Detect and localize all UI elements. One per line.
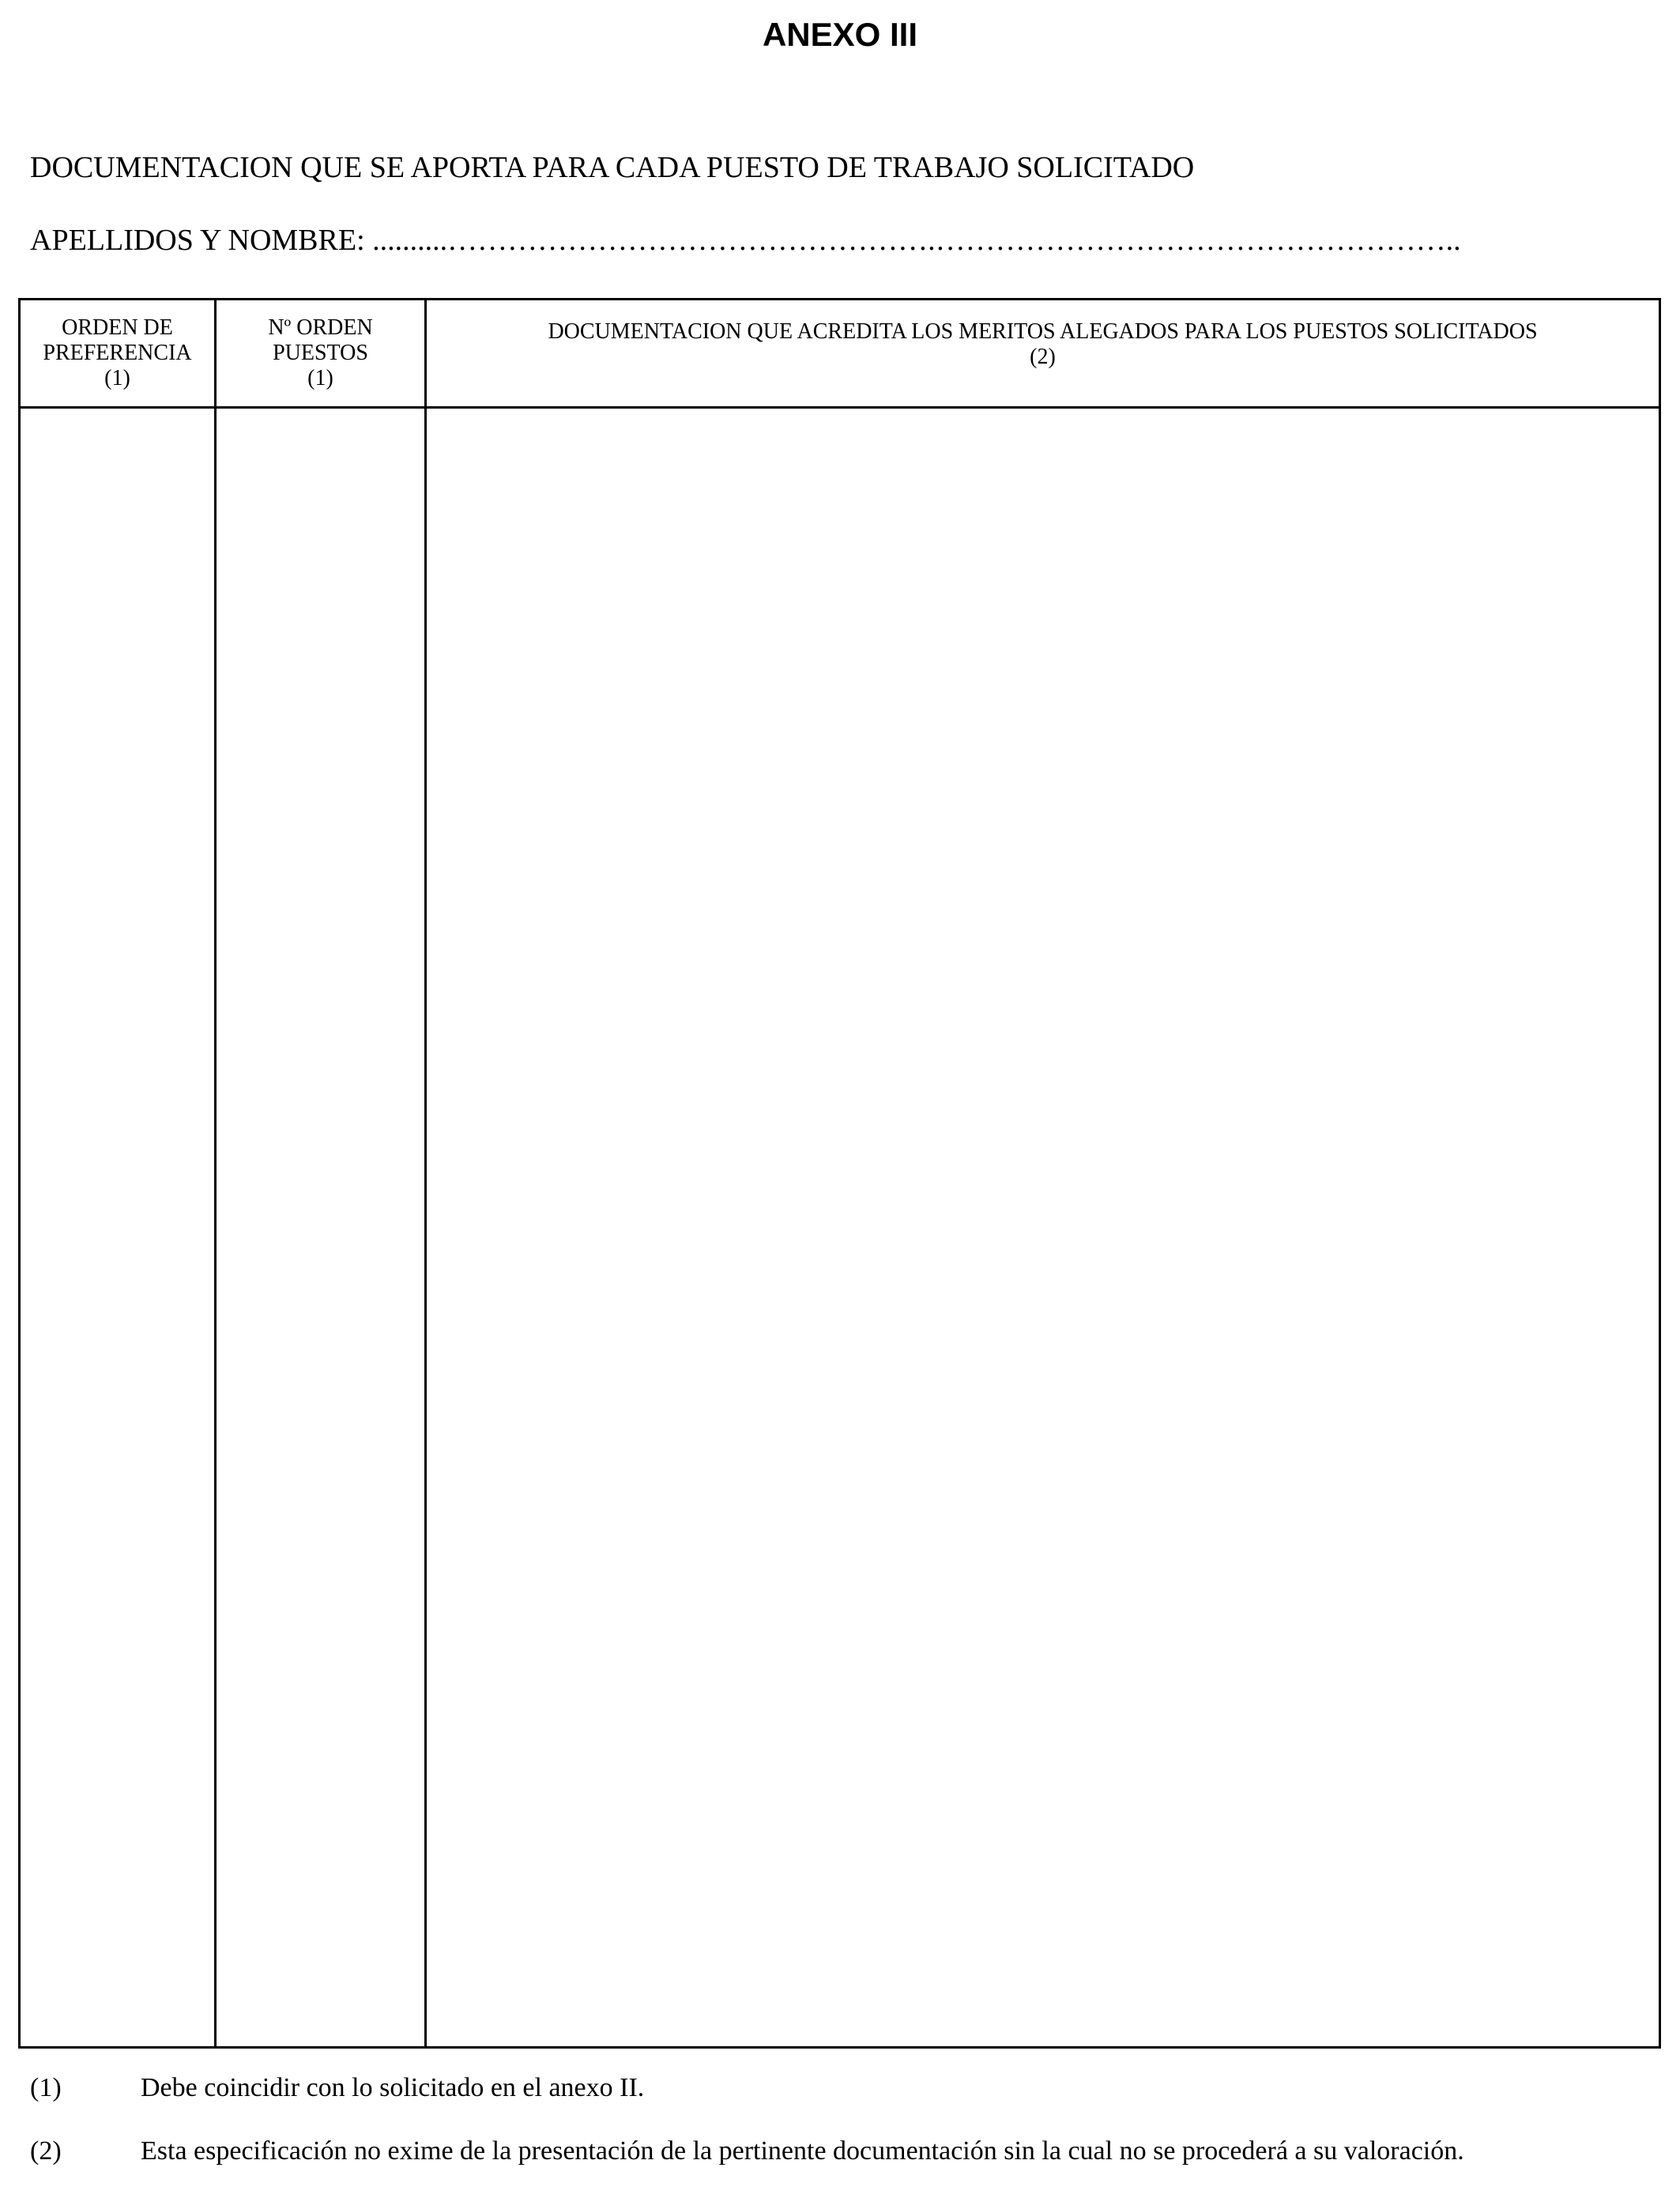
header-documentacion	[426, 300, 1660, 408]
table-header-row	[20, 300, 1660, 408]
footnote-text: Debe coincidir con lo solicitado en el anexo II.	[141, 2073, 645, 2102]
documentation-table	[18, 298, 1661, 2049]
header-text: ORDEN DE	[62, 315, 173, 340]
footnote	[30, 2069, 644, 2107]
name-field-line: APELLIDOS Y NOMBRE: ..........………………………………………….……………………………………………..	[30, 224, 1461, 257]
cell-orden-puestos[interactable]	[216, 408, 426, 2048]
footnote	[30, 2132, 1464, 2170]
footnote-number: (2)	[30, 2136, 62, 2166]
footnote-text: Esta especificación no exime de la presentación de la pertinente documentación sin la cual no se procederá a su valoración.	[141, 2136, 1464, 2166]
cell-documentacion[interactable]	[426, 408, 1660, 2048]
document-heading: DOCUMENTACION QUE SE APORTA PARA CADA PUESTO DE TRABAJO SOLICITADO	[30, 151, 1195, 184]
page-title: ANEXO III	[762, 16, 918, 53]
header-orden-puestos	[216, 300, 426, 408]
header-orden-preferencia	[20, 300, 216, 408]
header-text: DOCUMENTACION QUE ACREDITA LOS MERITOS ALEGADOS PARA LOS PUESTOS SOLICITADOS	[548, 319, 1538, 344]
header-text: PUESTOS	[273, 341, 368, 365]
table-row	[20, 408, 1660, 2048]
header-text: Nº ORDEN	[268, 315, 373, 340]
header-note-ref: (2)	[1030, 345, 1056, 369]
header-note-ref: (1)	[307, 366, 333, 390]
footnote-number: (1)	[30, 2073, 62, 2102]
header-note-ref: (1)	[104, 366, 130, 390]
header-text: PREFERENCIA	[43, 341, 192, 365]
cell-orden-preferencia[interactable]	[20, 408, 216, 2048]
